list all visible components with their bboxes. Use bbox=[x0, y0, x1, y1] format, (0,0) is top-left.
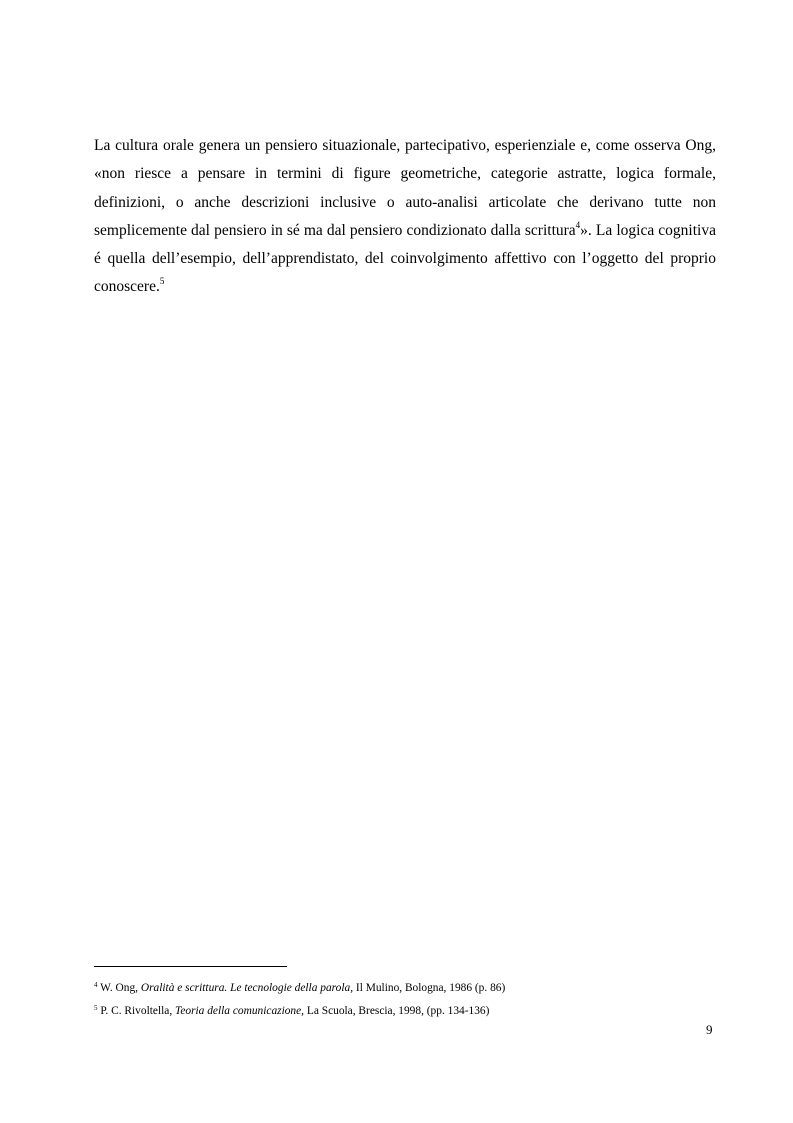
footnote-author: P. C. Rivoltella, bbox=[100, 1005, 176, 1017]
footnote-4 bbox=[94, 977, 734, 1000]
footnote-number: 4 bbox=[94, 981, 98, 989]
footnotes bbox=[94, 977, 734, 1023]
footnote-separator bbox=[94, 966, 287, 967]
body-text-part-2: ». La logica cognitiva é quella dell’esempio, dell’apprendistato, del coinvolgimento affettivo con l’oggetto del proprio conoscere. bbox=[94, 221, 716, 296]
body-paragraph bbox=[94, 132, 716, 302]
footnote-publisher: , Il Mulino, Bologna, 1986 (p. 86) bbox=[350, 982, 506, 994]
footnote-author: W. Ong, bbox=[100, 982, 141, 994]
footnote-title: Oralità e scrittura. Le tecnologie della parola bbox=[140, 982, 351, 994]
footnote-publisher: La Scuola, Brescia, 1998, (pp. 134-136) bbox=[304, 1005, 490, 1017]
body-text-part-1: La cultura orale genera un pensiero situazionale, partecipativo, esperienziale e, come osserva Ong, «non riesce a pensare in termini di figure geometriche, categorie astratte, logica formale, definizioni, o anche descrizioni inclusive o auto-analisi articolate che derivano tutte non semplicemente dal pensiero in sé ma dal pensiero condizionato dalla scrittura bbox=[94, 137, 716, 239]
footnote-reference-4[interactable]: 4 bbox=[575, 219, 581, 230]
footnote-reference-5[interactable]: 5 bbox=[159, 276, 165, 287]
footnote-number: 5 bbox=[94, 1004, 98, 1012]
page-number: 9 bbox=[706, 1022, 713, 1037]
footnote-title: Teoria della comunicazione, bbox=[175, 1005, 305, 1017]
footnote-5 bbox=[94, 1000, 734, 1023]
